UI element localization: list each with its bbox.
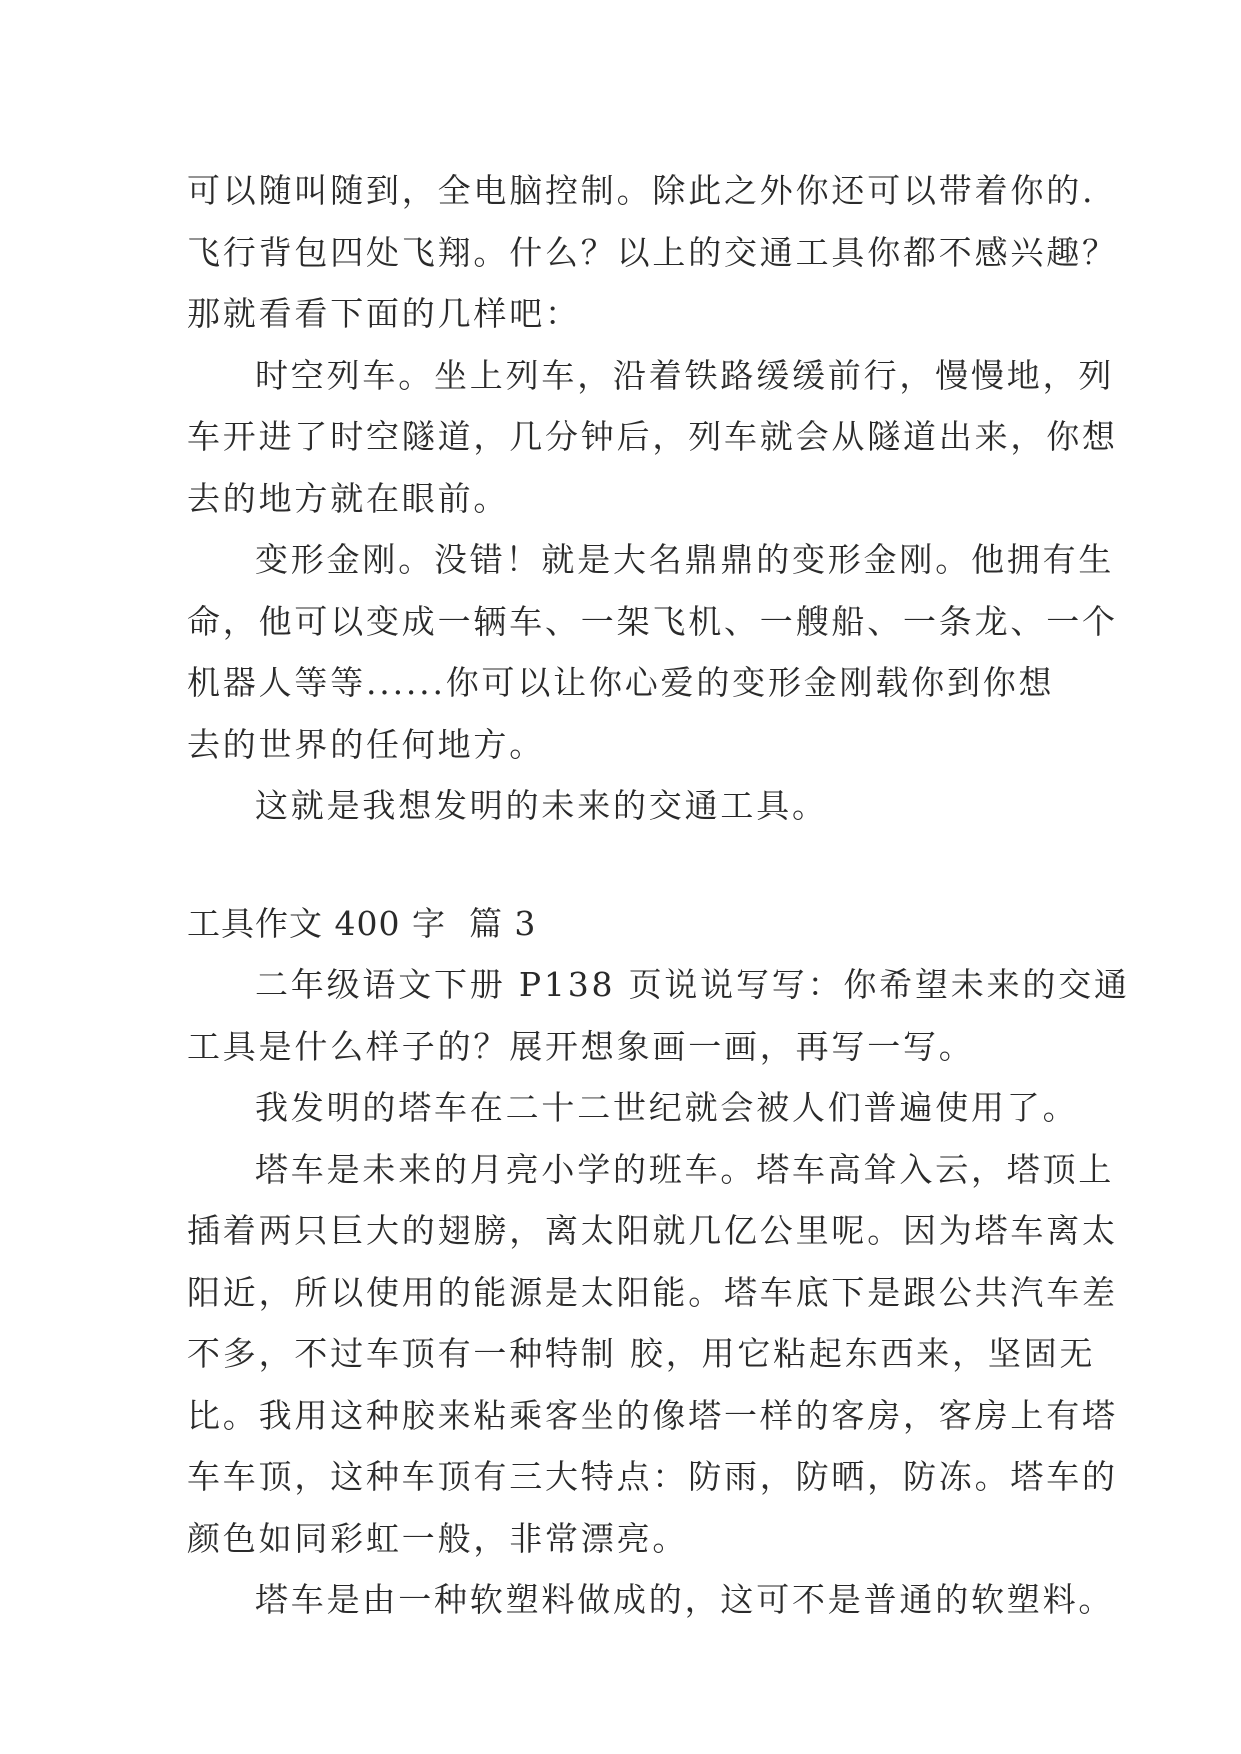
text-line: 我发明的塔车在二十二世纪就会被人们普遍使用了。 bbox=[255, 1088, 1079, 1127]
paragraph bbox=[187, 345, 1118, 530]
text-line: 去的地方就在眼前。 bbox=[187, 478, 510, 518]
text-line: 去的世界的任何地方。 bbox=[187, 724, 545, 764]
text-line: 这就是我想发明的未来的交通工具。 bbox=[255, 786, 828, 825]
text-line: 塔车是由一种软塑料做成的，这可不是普通的软塑料。 bbox=[255, 1580, 1115, 1619]
text-line: 比。我用这种胶来粘乘客坐的像塔一样的客房，客房上有塔 bbox=[187, 1395, 1118, 1435]
paragraph bbox=[187, 529, 1118, 775]
text-line: 阳近，所以使用的能源是太阳能。塔车底下是跟公共汽车差 bbox=[187, 1272, 1118, 1312]
text-line: 变形金刚。没错！就是大名鼎鼎的变形金刚。他拥有生 bbox=[255, 540, 1115, 579]
text-line: 机器人等等......你可以让你心爱的变形金刚载你到你想 bbox=[187, 663, 1055, 702]
text-line: 飞行背包四处飞翔。什么？以上的交通工具你都不感兴趣？ bbox=[187, 232, 1118, 272]
paragraph bbox=[187, 1569, 1115, 1631]
text-line: 那就看看下面的几样吧： bbox=[187, 294, 581, 333]
text-line: 塔车是未来的月亮小学的班车。塔车高耸入云，塔顶上 bbox=[255, 1149, 1115, 1189]
text-line: 二年级语文下册 P138 页说说写写：你希望未来的交通 bbox=[255, 965, 1130, 1004]
section-heading: 工具作文 400 字 篇 3 bbox=[187, 903, 537, 943]
paragraph bbox=[187, 1077, 1087, 1139]
text-line: 颜色如同彩虹一般，非常漂亮。 bbox=[187, 1518, 689, 1558]
paragraph bbox=[187, 954, 1130, 1077]
paragraph bbox=[187, 160, 1118, 345]
text-line: 可以随叫随到，全电脑控制。除此之外你还可以带着你的. bbox=[187, 171, 1096, 210]
text-line: 车车顶，这种车顶有三大特点：防雨，防晒，防冻。塔车的 bbox=[187, 1457, 1118, 1496]
text-line: 命，他可以变成一辆车、一架飞机、一艘船、一条龙、一个 bbox=[187, 601, 1118, 641]
text-line: 车开进了时空隧道，几分钟后，列车就会从隧道出来，你想 bbox=[187, 417, 1118, 456]
text-line: 时空列车。坐上列车，沿着铁路缓缓前行，慢慢地，列 bbox=[255, 355, 1115, 395]
text-line: 不多，不过车顶有一种特制 胶，用它粘起东西来，坚固无 bbox=[187, 1334, 1096, 1373]
text-line: 插着两只巨大的翅膀，离太阳就几亿公里呢。因为塔车离太 bbox=[187, 1211, 1118, 1250]
document-page bbox=[187, 160, 1130, 1631]
text-line: 工具是什么样子的？展开想象画一画，再写一写。 bbox=[187, 1026, 975, 1066]
paragraph bbox=[187, 775, 1087, 837]
paragraph bbox=[187, 1139, 1118, 1570]
